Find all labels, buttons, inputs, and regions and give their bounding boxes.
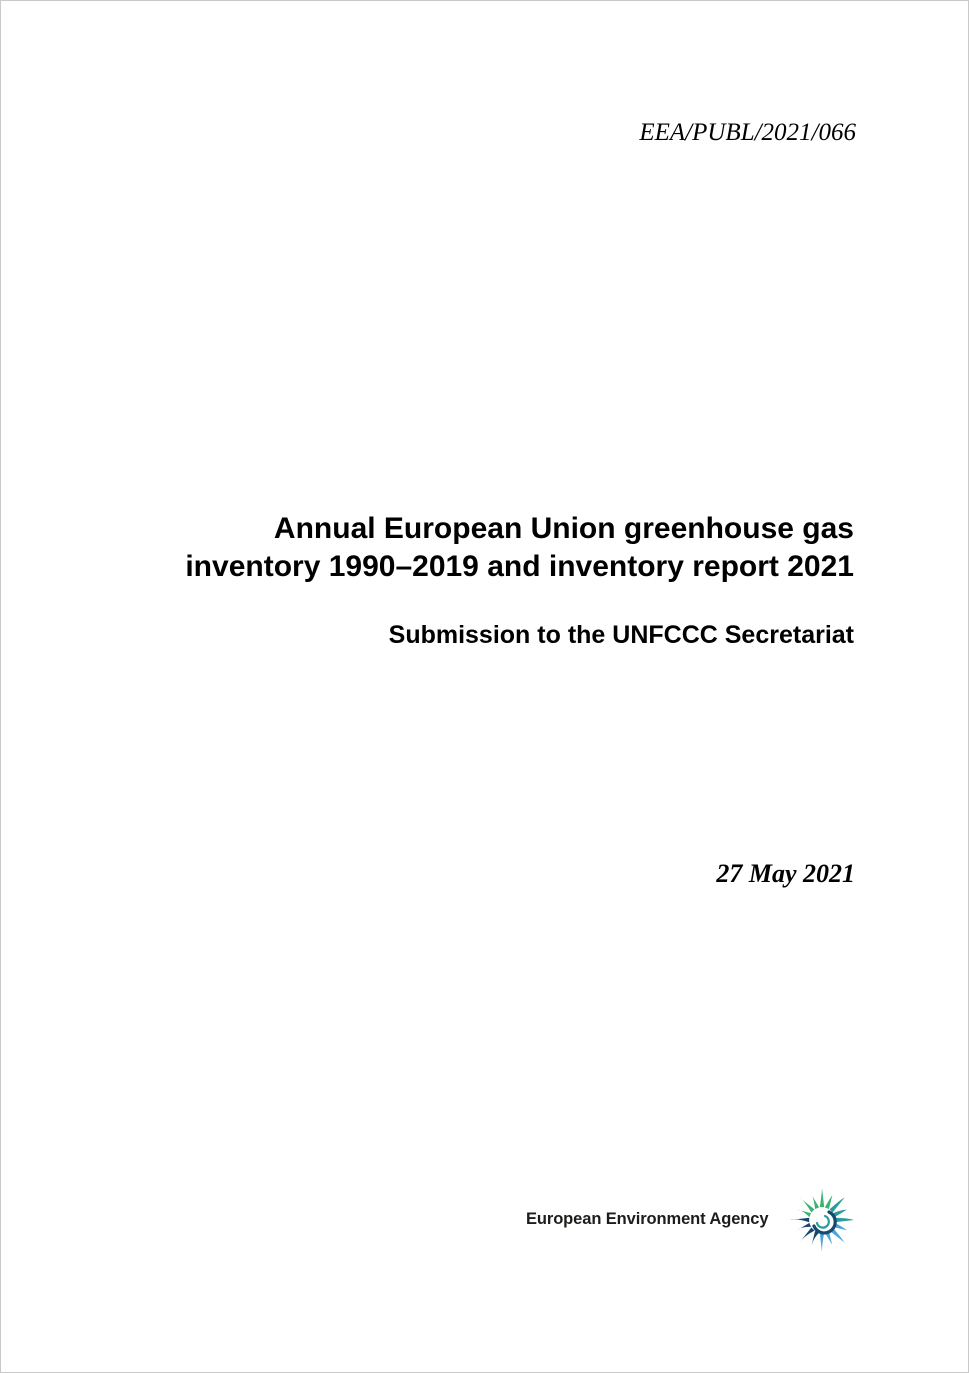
logo-ray [790, 1218, 809, 1222]
title-line-1: Annual European Union greenhouse gas [273, 512, 854, 545]
eea-sun-logo-icon [788, 1186, 856, 1254]
document-reference: EEA/PUBL/2021/066 [639, 119, 856, 146]
publication-date: 27 May 2021 [716, 859, 855, 888]
logo-ray [797, 1210, 811, 1217]
document-title [94, 510, 854, 586]
publisher-branding [524, 1186, 858, 1254]
logo-ray [812, 1195, 819, 1209]
title-line-2: inventory 1990–2019 and inventory report 2021 [185, 550, 854, 583]
logo-ray [799, 1228, 814, 1243]
logo-ray [835, 1218, 854, 1222]
logo-ray [797, 1223, 811, 1230]
document-subtitle: Submission to the UNFCCC Secretariat [388, 621, 854, 649]
logo-ray [830, 1197, 845, 1212]
publisher-name: European Environment Agency [526, 1210, 769, 1228]
logo-ray [799, 1197, 814, 1212]
logo-ray [820, 1188, 824, 1207]
logo-ray [820, 1233, 824, 1252]
logo-ray [825, 1195, 832, 1209]
logo-ray [812, 1231, 819, 1245]
